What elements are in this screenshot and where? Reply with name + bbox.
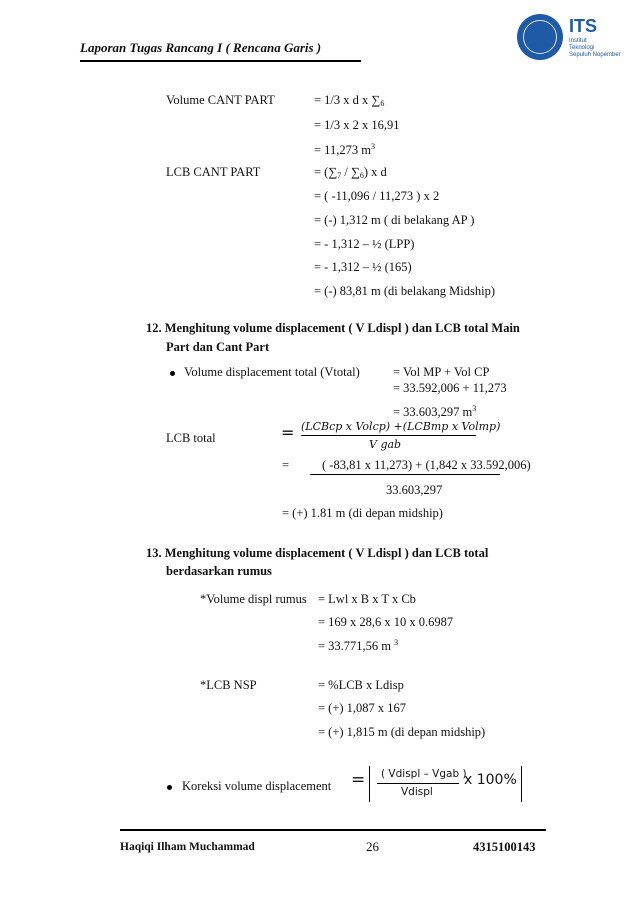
cant-lcb-line6: = (-) 83,81 m (di belakang Midship): [314, 284, 495, 298]
footer-nrp: 4315100143: [473, 840, 536, 854]
lcb-formula-bar: [301, 435, 476, 436]
cant-lcb-line2: = ( -11,096 / 11,273 ) x 2: [314, 189, 440, 203]
logo-sub-2: Teknologi: [569, 45, 595, 51]
vol-rumus-label: *Volume displ rumus: [200, 592, 307, 606]
cant-lcb-line4: = - 1,312 – ½ (LPP): [314, 237, 415, 251]
abs-bar-left: [369, 766, 370, 802]
koreksi-numerator: ( Vdispl – Vgab ): [381, 768, 467, 780]
bullet-icon: [170, 371, 175, 376]
cant-vol-line3: = 11,273 $m^3$: [314, 142, 375, 157]
its-emblem-icon: [517, 14, 563, 60]
koreksi-eq: =: [351, 770, 366, 790]
koreksi-label: Koreksi volume displacement: [182, 779, 332, 793]
vtotal-line2: = 33.592,006 + 11,273: [393, 381, 507, 395]
koreksi-mult: x 100%: [464, 772, 517, 788]
lcb-nsp-label: *LCB NSP: [200, 678, 257, 692]
lcb-numerator: ( -83,81 x 11,273) + (1,842 x 33.592,006): [322, 458, 531, 472]
cant-lcb-line1: = $(\sum_7 / \sum_6)$ x d: [314, 165, 387, 180]
vtotal-line3: = 33.603,297 $m^3$: [393, 404, 477, 419]
cant-lcb-label: LCB CANT PART: [166, 165, 261, 179]
bullet-icon: [167, 785, 172, 790]
lcb-fraction-bar: [310, 474, 500, 475]
koreksi-fraction-bar: [377, 783, 459, 784]
lcb-result: = (+) 1.81 m (di depan midship): [282, 506, 443, 520]
cant-vol-line2: = 1/3 x 2 x 16,91: [314, 118, 400, 132]
logo-text: ITS: [569, 16, 598, 36]
section12-heading-1: 12. Menghitung volume displacement ( V Ldispl ) dan LCB total Main: [146, 321, 520, 335]
lcb-nsp-line2: = (+) 1,087 x 167: [318, 701, 407, 715]
header-rule: [80, 60, 361, 62]
header-title: Laporan Tugas Rancang I ( Rencana Garis ): [80, 40, 322, 55]
lcb-formula-numerator: (LCBcp x Volcp) +(LCBmp x Volmp): [301, 420, 501, 433]
logo-sub-3: Sepuluh Nopember: [569, 52, 621, 58]
footer-author: Haqiqi Ilham Muchammad: [120, 841, 255, 853]
logo-sub-1: Institut: [569, 38, 587, 44]
lcb-formula-denominator: V gab: [369, 438, 402, 451]
section13-heading-1: 13. Menghitung volume displacement ( V Ldispl ) dan LCB total: [146, 546, 489, 560]
footer-rule: [120, 829, 546, 831]
section12-heading-2: Part dan Cant Part: [166, 340, 270, 354]
section13-heading-2: berdasarkan rumus: [166, 564, 272, 578]
koreksi-denominator: Vdispl: [401, 786, 433, 798]
lcb-denominator: 33.603,297: [386, 483, 443, 497]
cant-vol-label: Volume CANT PART: [166, 93, 275, 107]
lcb-total-label: LCB total: [166, 431, 216, 445]
its-logo: [517, 14, 625, 66]
vtotal-label: Volume displacement total (Vtotal): [184, 365, 360, 379]
cant-lcb-line5: = - 1,312 – ½ (165): [314, 260, 412, 274]
cant-lcb-line3: = (-) 1,312 m ( di belakang AP ): [314, 213, 475, 227]
abs-bar-right: [521, 766, 522, 802]
cant-vol-line1: = 1/3 x d x $\sum_6$: [314, 93, 385, 108]
vol-rumus-line1: = Lwl x B x T x Cb: [318, 592, 416, 606]
vol-rumus-line3: = 33.771,56 m $^3$: [318, 638, 399, 653]
lcb-num-eq: =: [282, 458, 290, 472]
footer-page: 26: [366, 839, 379, 854]
vtotal-line1: = Vol MP + Vol CP: [393, 365, 490, 379]
lcb-nsp-line1: = %LCB x Ldisp: [318, 678, 404, 692]
vol-rumus-line2: = 169 x 28,6 x 10 x 0.6987: [318, 615, 454, 629]
lcb-nsp-line3: = (+) 1,815 m (di depan midship): [318, 725, 486, 739]
lcb-total-eq: =: [281, 423, 295, 442]
